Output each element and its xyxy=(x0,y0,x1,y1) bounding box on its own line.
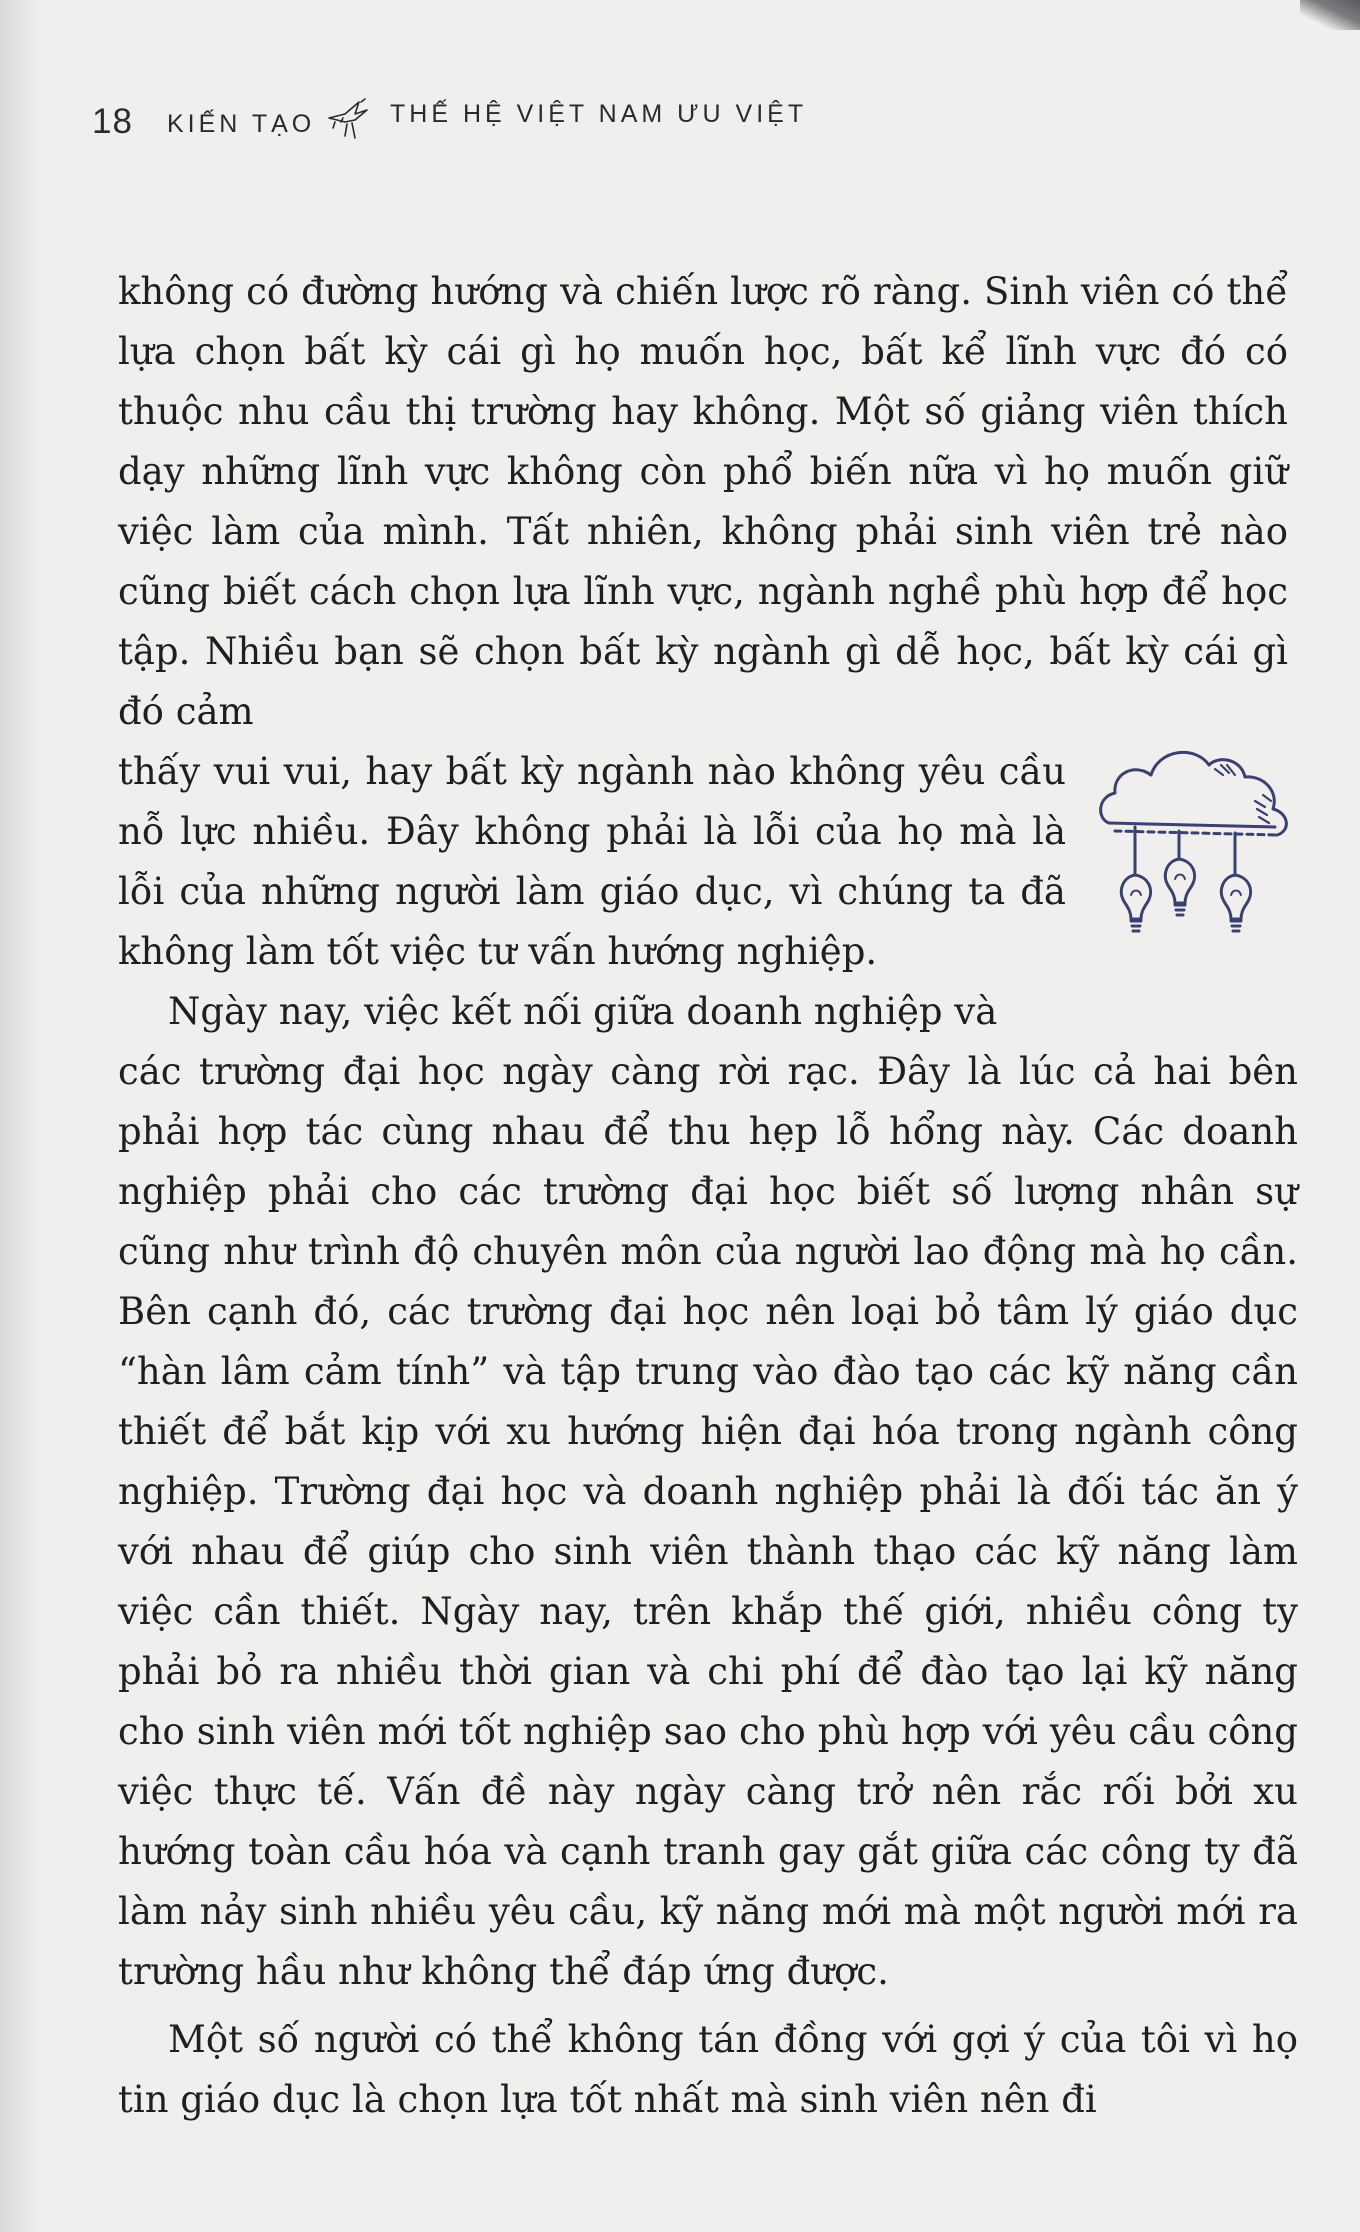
paragraph-1: không có đường hướng và chiến lược rõ ràng. Sinh viên có thể lựa chọn bất kỳ cái gì họ muốn học, bất kể lĩnh vực đó có thuộc nhu cầu thị trường hay không. Một số giảng viên thích dạy những lĩnh vực không còn phổ biến nữa vì họ muốn giữ việc làm của mình. Tất nhiên, không phải sinh viên trẻ nào cũng biết cách chọn lựa lĩnh vực, ngành nghề phù hợp để học tập. Nhiều bạn sẽ chọn bất kỳ ngành gì dễ học, bất kỳ cái gì đó cảm xyxy=(118,270,1288,733)
bird-icon xyxy=(325,96,371,142)
running-head xyxy=(92,96,1292,156)
page-edge-shadow xyxy=(0,0,40,2232)
paragraph-2: các trường đại học ngày càng rời rạc. Đây là lúc cả hai bên phải hợp tác cùng nhau để thu hẹp lỗ hổng này. Các doanh nghiệp phải cho các trường đại học biết số lượng nhân sự cũng như trình độ chuyên môn của người lao động mà họ cần. Bên cạnh đó, các trường đại học nên loại bỏ tâm lý giáo dục “hàn lâm cảm tính” và tập trung vào đào tạo các kỹ năng cần thiết để bắt kịp với xu hướng hiện đại hóa trong ngành công nghiệp. Trường đại học và doanh nghiệp phải là đối tác ăn ý với nhau để giúp cho sinh viên thành thạo các kỹ năng làm việc cần thiết. Ngày nay, trên khắp thế giới, nhiều công ty phải bỏ ra nhiều thời gian và chi phí để đào tạo lại kỹ năng cho sinh viên mới tốt nghiệp sao cho phù hợp với yêu cầu công việc thực tế. Vấn đề này ngày càng trở nên rắc rối bởi xu hướng toàn cầu hóa và cạnh tranh gay gắt giữa các công ty đã làm nảy sinh nhiều yêu cầu, kỹ năng mới mà một người mới ra trường hầu như không thể đáp ứng được. xyxy=(118,1050,1298,1993)
paragraph-1-continued: thấy vui vui, hay bất kỳ ngành nào không yêu cầu nỗ lực nhiều. Đây không phải là lỗi của họ mà là lỗi của những người làm giáo dục, vì chúng ta đã không làm tốt việc tư vấn hướng nghiệp. xyxy=(118,750,1066,973)
body-text xyxy=(118,262,1298,2130)
series-title-left: KIẾN TẠO xyxy=(167,110,316,138)
page-corner xyxy=(1300,0,1360,30)
paragraph-3: Một số người có thể không tán đồng với gợi ý của tôi vì họ tin giáo dục là chọn lựa tốt nhất mà sinh viên nên đi xyxy=(118,2018,1298,2121)
series-title-right: THẾ HỆ VIỆT NAM ƯU VIỆT xyxy=(390,100,808,128)
page-number: 18 xyxy=(92,102,133,141)
paragraph-2-start: Ngày nay, việc kết nối giữa doanh nghiệp và xyxy=(168,990,998,1033)
cloud-lightbulbs-icon xyxy=(1095,735,1295,947)
